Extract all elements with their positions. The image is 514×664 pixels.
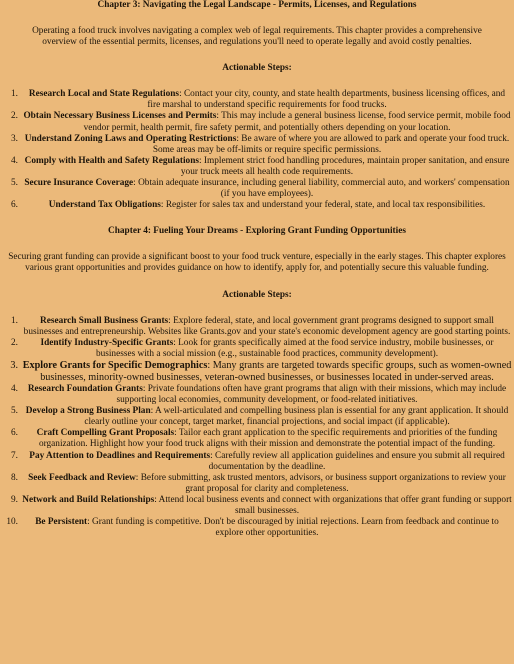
list-item (2, 495, 512, 517)
list-item-number: 1. (11, 89, 18, 100)
list-item-title: Network and Build Relationships (22, 494, 155, 505)
list-item-title: Explore Grants for Specific Demographics (22, 359, 208, 371)
list-item-text: : Before submitting, ask trusted mentors, advisors, or business support organizations to review your grant proposal for clarity and completeness. (135, 472, 506, 494)
list-item-title: Research Local and State Regulations (28, 89, 180, 100)
list-item-title: Understand Tax Obligations (48, 200, 161, 211)
list-item-text: : Contact your city, county, and state health departments, business licensing offices, and fire marshal to understand specific requirements for food trucks. (147, 89, 506, 111)
list-item (2, 406, 512, 428)
list-item (2, 428, 512, 450)
list-item (2, 360, 512, 384)
list-item-title: Craft Compelling Grant Proposals (36, 428, 175, 439)
chapter-3-title: Chapter 3: Navigating the Legal Landscape - Permits, Licenses, and Regulations (97, 0, 417, 10)
chapter-4-steps-list (2, 316, 512, 540)
list-item-text: : Obtain adequate insurance, including general liability, commercial auto, and workers' compensation (if you have employees). (133, 178, 510, 200)
list-item-title: Research Small Business Grants (39, 315, 169, 326)
list-item-title: Secure Insurance Coverage (24, 178, 134, 189)
list-item-title: Understand Zoning Laws and Operating Restrictions (24, 133, 237, 144)
list-item (2, 316, 512, 338)
list-item-number: 3. (10, 359, 18, 371)
list-item-title: Be Persistent (35, 517, 88, 528)
list-item (2, 451, 512, 473)
list-item-number: 10. (6, 517, 18, 528)
list-item (2, 178, 512, 200)
list-item (2, 156, 512, 178)
list-item (2, 338, 512, 360)
list-item-text: : Carefully review all application guidelines and ensure you submit all required documentation by the deadline. (208, 450, 505, 472)
list-item-text: : Be aware of where you are allowed to park and operate your food truck. Some areas may be off-limits or require specific permissions. (152, 133, 510, 155)
chapter-3-steps-list (2, 89, 512, 211)
list-item-text: : This may include a general business license, food service permit, mobile food vendor permit, health permit, fire safety permit, and potentially others depending on your location. (83, 111, 511, 133)
chapter-3-steps-heading: Actionable Steps: (222, 63, 292, 74)
list-item-text: : Implement strict food handling procedures, maintain proper sanitation, and ensure your truck meets all health code requirements. (180, 155, 510, 177)
chapter-4-steps-heading: Actionable Steps: (222, 289, 292, 300)
chapter-4-title: Chapter 4: Fueling Your Dreams - Exploring Grant Funding Opportunities (108, 226, 406, 237)
list-item-title: Identify Industry-Specific Grants (40, 337, 174, 348)
list-item-text: : Look for grants specifically aimed at the food service industry, mobile businesses, or businesses with a social mission (e.g., sustainable food practices, community development). (95, 337, 494, 359)
list-item-title: Pay Attention to Deadlines and Requirements (29, 450, 211, 461)
list-item (2, 384, 512, 406)
list-item-title: Seek Feedback and Review (28, 472, 136, 483)
list-item (2, 89, 512, 111)
list-item-text: : Register for sales tax and understand your federal, state, and local tax responsibilities. (160, 200, 486, 211)
list-item-text: : Grant funding is competitive. Don't be discouraged by initial rejections. Learn from feedback and continue to explore other opportunities. (87, 517, 499, 539)
list-item-number: 3. (11, 133, 18, 144)
list-item-text: : Attend local business events and connect with organizations that offer grant funding or support small businesses. (154, 494, 512, 516)
list-item-text: : A well-articulated and compelling business plan is essential for any grant application. It should clearly outline your concept, target market, financial projections, and social impact (if applicable). (84, 406, 509, 428)
list-item-number: 5. (11, 178, 18, 189)
list-item-number: 4. (11, 155, 18, 166)
chapter-3-intro: Operating a food truck involves navigating a complex web of legal requirements. This chapter provides a comprehensive overview of the essential permits, licenses, and regulations you'll need to operate legally and avoid costly penalties. (32, 26, 482, 48)
list-item-number: 7. (11, 450, 18, 461)
list-item-number: 9. (11, 494, 18, 505)
list-item-title: Research Foundation Grants (27, 383, 143, 394)
list-item-title: Obtain Necessary Business Licenses and Permits (23, 111, 217, 122)
list-item-number: 2. (11, 111, 18, 122)
list-item-number: 5. (11, 406, 18, 417)
list-item (2, 517, 512, 539)
list-item-number: 1. (11, 315, 18, 326)
list-item-number: 8. (11, 472, 18, 483)
list-item (2, 200, 512, 211)
list-item-text: : Private foundations often have grant programs that align with their missions, which may include supporting local economies, community development, or food-related initiatives. (116, 383, 507, 406)
chapter-4-intro: Securing grant funding can provide a significant boost to your food truck venture, especially in the early stages. This chapter explores various grant opportunities and provides guidance on how to identify, apply for, and potentially secure this valuable funding. (8, 252, 506, 274)
list-item-title: Comply with Health and Safety Regulations (24, 155, 199, 166)
list-item-number: 4. (11, 383, 18, 394)
list-item (2, 134, 512, 156)
list-item (2, 111, 512, 133)
list-item-text: : Tailor each grant application to the specific requirements and priorities of the funding organization. Highlight how your food truck aligns with their mission and demonstrate the potential impact of the funding. (38, 428, 498, 450)
list-item (2, 473, 512, 495)
list-item-title: Develop a Strong Business Plan (25, 406, 151, 417)
list-item-number: 2. (11, 337, 18, 348)
list-item-text: : Many grants are targeted towards specific groups, such as women-owned businesses, minority-owned businesses, veteran-owned businesses, or businesses located in under-served areas. (40, 359, 512, 383)
list-item-number: 6. (11, 200, 18, 211)
list-item-number: 6. (11, 428, 18, 439)
list-item-text: : Explore federal, state, and local government grant programs designed to support small businesses and entrepreneurship. Websites like Grants.gov and your state's economic development agency are good starting points. (23, 315, 511, 337)
